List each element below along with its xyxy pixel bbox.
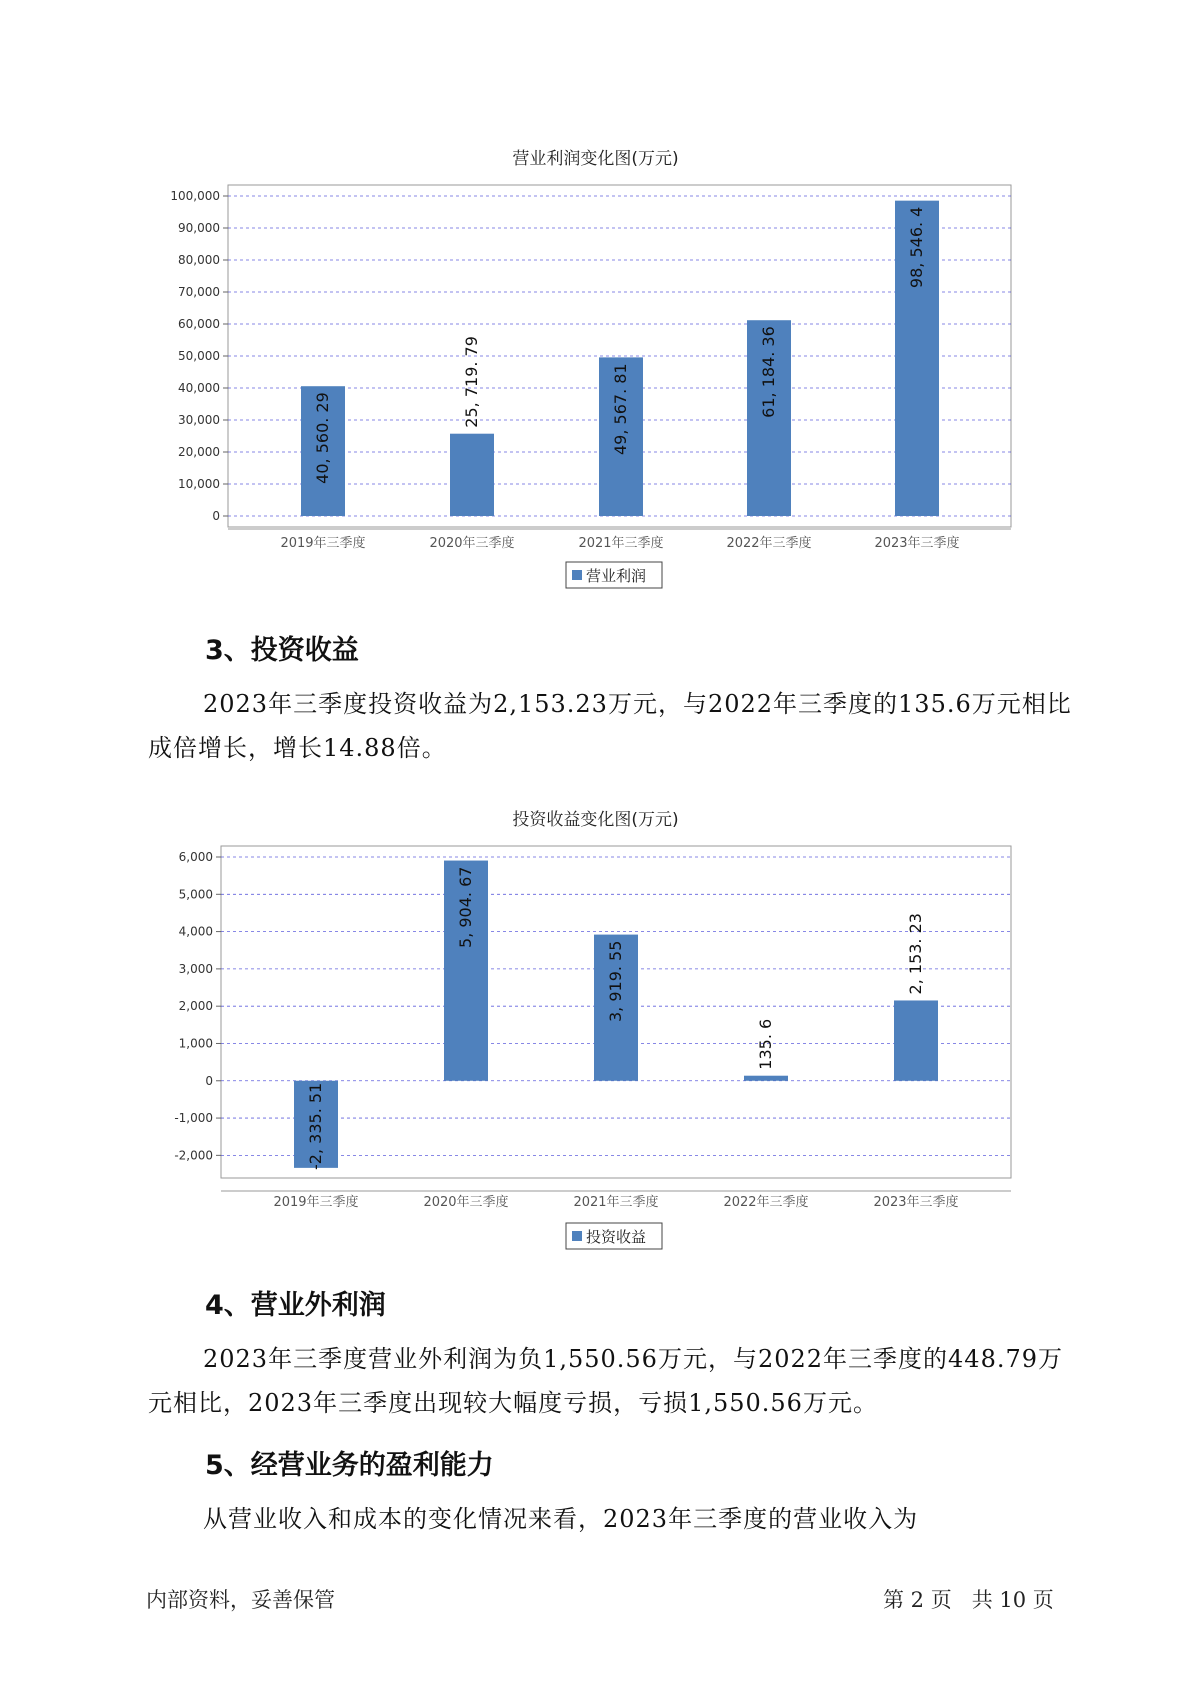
y-tick-label: 3,000 xyxy=(178,961,213,976)
data-label: 5, 904. 67 xyxy=(456,866,475,948)
data-label: 2, 153. 23 xyxy=(906,913,925,995)
data-label: -2, 335. 51 xyxy=(306,1082,325,1170)
y-tick-label: 2,000 xyxy=(178,999,213,1014)
legend xyxy=(566,1223,662,1249)
data-label: 135. 6 xyxy=(756,1018,775,1070)
operating-profit-chart xyxy=(0,160,1191,600)
investment-income-chart xyxy=(0,820,1191,1250)
y-tick-label: 30,000 xyxy=(178,413,220,427)
y-tick-label: 0 xyxy=(212,509,220,523)
y-tick-label: 0 xyxy=(205,1073,213,1088)
y-tick-label: -1,000 xyxy=(174,1111,213,1126)
y-tick-label: 20,000 xyxy=(178,445,220,459)
chart-title: 营业利润变化图(万元) xyxy=(512,149,679,169)
x-tick-label: 2019年三季度 xyxy=(273,1195,359,1210)
legend-label: 营业利润 xyxy=(586,567,647,585)
data-label: 98, 546. 4 xyxy=(907,206,926,289)
x-tick-label: 2023年三季度 xyxy=(874,536,960,551)
y-tick-label: 50,000 xyxy=(178,349,220,363)
y-tick-label: 1,000 xyxy=(178,1036,213,1051)
legend-label: 投资收益 xyxy=(586,1228,647,1246)
footer-left: 内部资料，妥善保管 xyxy=(146,1588,335,1612)
x-tick-label: 2019年三季度 xyxy=(280,536,366,551)
x-tick-label: 2023年三季度 xyxy=(873,1195,959,1210)
bar xyxy=(450,434,494,516)
y-tick-label: 40,000 xyxy=(178,381,220,395)
y-tick-label: 4,000 xyxy=(178,924,213,939)
section-heading: 5、经营业务的盈利能力 xyxy=(205,1450,494,1481)
data-label: 3, 919. 55 xyxy=(606,940,625,1023)
legend-swatch xyxy=(572,570,582,580)
section-paragraph: 2023年三季度投资收益为2,153.23万元，与2022年三季度的135.6万元相比成倍增长，增长14.88倍。 xyxy=(148,690,1072,762)
x-tick-label: 2021年三季度 xyxy=(578,536,664,551)
bar xyxy=(744,1076,788,1081)
section-heading: 3、投资收益 xyxy=(205,635,359,666)
y-tick-label: 70,000 xyxy=(178,285,220,299)
chart-title: 投资收益变化图(万元) xyxy=(512,810,679,830)
y-tick-label: 80,000 xyxy=(178,253,220,267)
x-tick-label: 2020年三季度 xyxy=(429,536,515,551)
section-paragraph: 2023年三季度营业外利润为负1,550.56万元，与2022年三季度的448.79万元相比，2023年三季度出现较大幅度亏损，亏损1,550.56万元。 xyxy=(148,1345,1064,1417)
y-tick-label: 100,000 xyxy=(170,189,220,203)
data-label: 61, 184. 36 xyxy=(759,326,778,418)
page-number: 第 2 页 共 10 页 xyxy=(883,1588,1054,1612)
y-tick-label: 6,000 xyxy=(178,850,213,864)
data-label: 49, 567. 81 xyxy=(611,363,630,455)
y-tick-label: 10,000 xyxy=(178,477,220,491)
x-tick-label: 2022年三季度 xyxy=(726,536,812,551)
data-label: 25, 719. 79 xyxy=(462,336,481,428)
legend xyxy=(566,562,662,588)
legend-swatch xyxy=(572,1231,582,1241)
x-tick-label: 2021年三季度 xyxy=(573,1195,659,1210)
section-heading: 4、营业外利润 xyxy=(205,1290,386,1321)
y-tick-label: 60,000 xyxy=(178,317,220,331)
bar xyxy=(894,1000,938,1080)
y-tick-label: 90,000 xyxy=(178,221,220,235)
y-tick-label: -2,000 xyxy=(174,1148,213,1163)
x-tick-label: 2020年三季度 xyxy=(423,1195,509,1210)
y-tick-label: 5,000 xyxy=(178,887,213,902)
x-tick-label: 2022年三季度 xyxy=(723,1195,809,1210)
section-paragraph: 从营业收入和成本的变化情况来看，2023年三季度的营业收入为 xyxy=(203,1505,919,1533)
data-label: 40, 560. 29 xyxy=(313,392,332,484)
